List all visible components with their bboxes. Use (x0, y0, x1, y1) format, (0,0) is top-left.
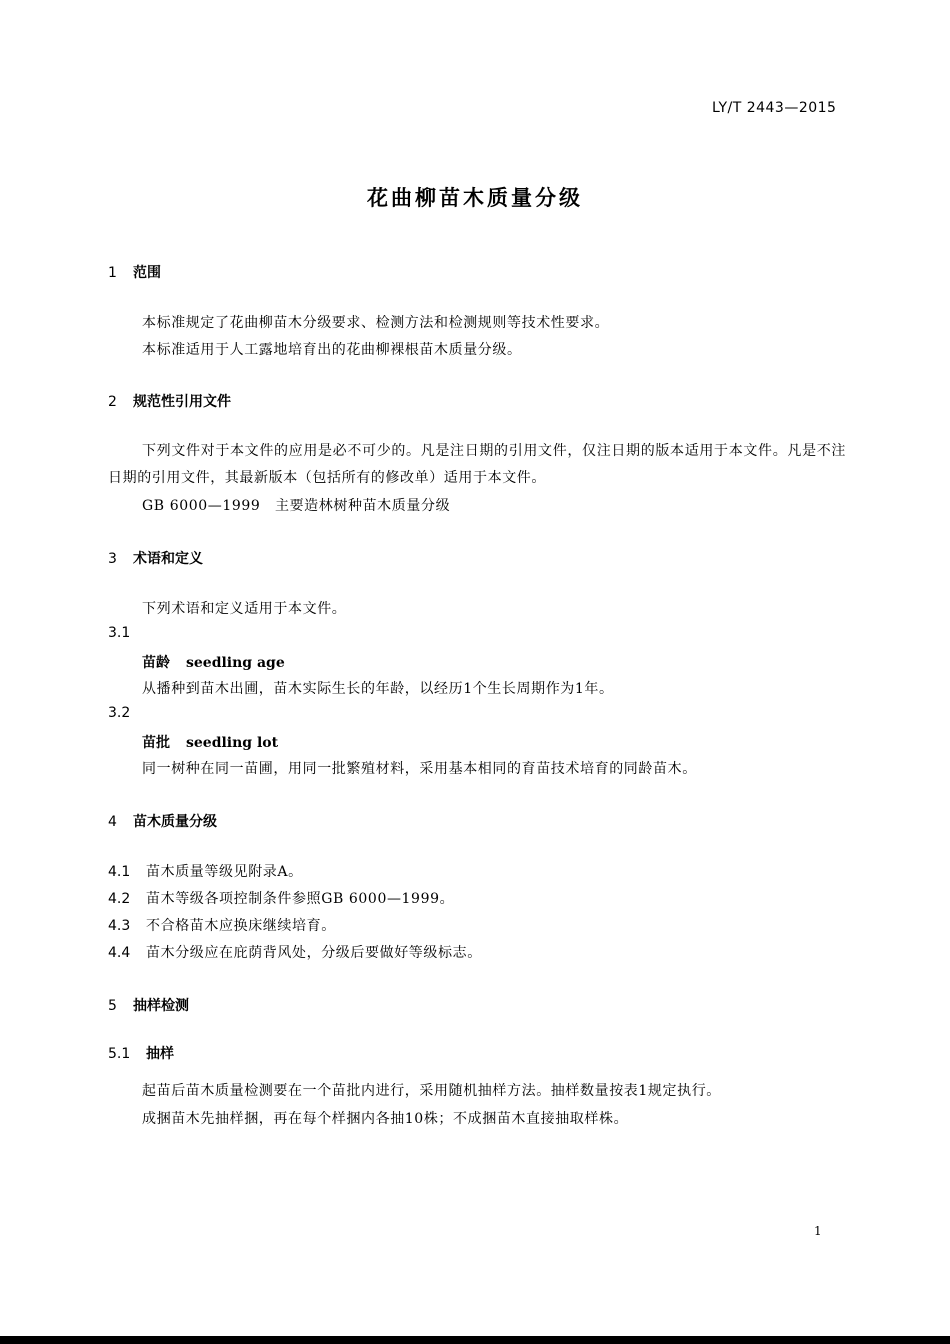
clause-number: 4.4 (108, 945, 131, 961)
sampling-paragraph-2: 成捆苗木先抽样捆，再在每个样捆内各抽10株；不成捆苗木直接抽取样株。 (142, 1111, 629, 1127)
scope-paragraph-1: 本标准规定了花曲柳苗木分级要求、检测方法和检测规则等技术性要求。 (142, 315, 610, 331)
term-heading (142, 652, 285, 672)
clause-item (108, 942, 482, 962)
document-title: 花曲柳苗木质量分级 (367, 186, 583, 210)
clause-number: 4.2 (108, 891, 131, 907)
section-number: 5 (108, 998, 117, 1014)
term-english: seedling age (186, 655, 285, 671)
clause-item (108, 861, 303, 881)
section-title: 苗木质量分级 (133, 814, 217, 830)
clause-text: 不合格苗木应换床继续培育。 (146, 918, 336, 934)
subsection-number: 5.1 (108, 1046, 131, 1062)
section-title: 抽样检测 (133, 998, 189, 1014)
sampling-paragraph-1: 起苗后苗木质量检测要在一个苗批内进行，采用随机抽样方法。抽样数量按表1规定执行。 (142, 1083, 721, 1099)
clause-number: 4.1 (108, 864, 131, 880)
term-number: 3.1 (108, 625, 131, 641)
section-heading-sampling (108, 995, 189, 1015)
section-title: 规范性引用文件 (133, 394, 231, 410)
section-number: 4 (108, 814, 117, 830)
term-english: seedling lot (186, 735, 279, 751)
section-number: 2 (108, 394, 117, 410)
standard-code: LY/T 2443—2015 (712, 100, 837, 116)
term-heading (142, 732, 278, 752)
clause-item (108, 888, 454, 908)
terms-intro: 下列术语和定义适用于本文件。 (142, 601, 347, 617)
section-number: 1 (108, 265, 117, 281)
section-number: 3 (108, 551, 117, 567)
term-definition: 同一树种在同一苗圃，用同一批繁殖材料，采用基本相同的育苗技术培育的同龄苗木。 (142, 761, 697, 777)
term-definition: 从播种到苗木出圃，苗木实际生长的年龄，以经历1个生长周期作为1年。 (142, 681, 614, 697)
term-number: 3.2 (108, 705, 131, 721)
subsection-title: 抽样 (146, 1046, 174, 1062)
term-chinese: 苗批 (142, 735, 170, 751)
subsection-heading-sampling (108, 1043, 174, 1063)
clause-item (108, 915, 336, 935)
section-title: 术语和定义 (133, 551, 203, 567)
reference-item: GB 6000—1999 主要造林树种苗木质量分级 (142, 498, 451, 514)
term-chinese: 苗龄 (142, 655, 170, 671)
section-heading-terms (108, 548, 203, 568)
clause-number: 4.3 (108, 918, 131, 934)
clause-text: 苗木等级各项控制条件参照GB 6000—1999。 (146, 891, 455, 907)
section-title: 范围 (133, 265, 161, 281)
clause-text: 苗木质量等级见附录A。 (146, 864, 303, 880)
page-number: 1 (814, 1224, 822, 1238)
clause-text: 苗木分级应在庇荫背风处，分级后要做好等级标志。 (146, 945, 482, 961)
page-bottom-edge (0, 1336, 950, 1344)
section-heading-normative-references (108, 391, 231, 411)
scope-paragraph-2: 本标准适用于人工露地培育出的花曲柳裸根苗木质量分级。 (142, 342, 522, 358)
references-paragraph: 下列文件对于本文件的应用是必不可少的。凡是注日期的引用文件，仅注日期的版本适用于本文件。凡是不注日期的引用文件，其最新版本（包括所有的修改单）适用于本文件。 (108, 443, 846, 486)
section-heading-grading (108, 811, 217, 831)
section-heading-scope (108, 262, 161, 282)
